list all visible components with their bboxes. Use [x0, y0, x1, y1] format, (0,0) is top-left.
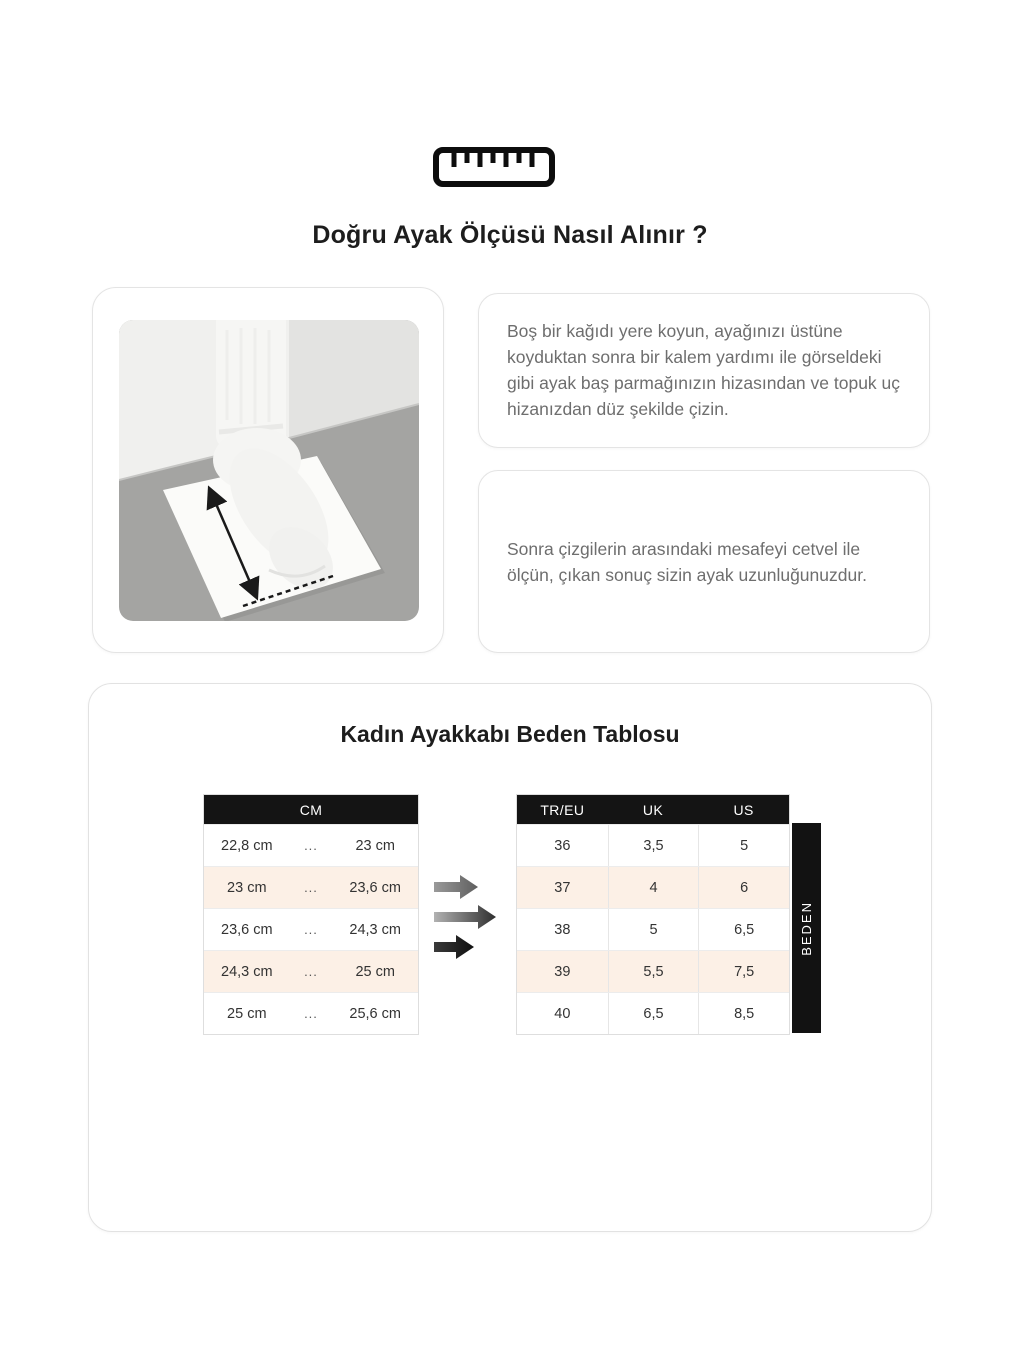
cm-table [203, 794, 419, 1035]
instruction-box-1 [478, 293, 930, 448]
cm-max: 25 cm [355, 963, 395, 980]
cm-separator: ... [304, 964, 318, 979]
cm-min: 25 cm [227, 1005, 267, 1022]
us-size: 6 [698, 867, 789, 908]
ruler-icon [432, 146, 556, 188]
cm-min: 23 cm [227, 879, 267, 896]
us-size: 6,5 [698, 909, 789, 950]
beden-label: BEDEN [799, 900, 814, 956]
cm-separator: ... [304, 838, 318, 853]
instruction-text-1: Boş bir kağıdı yere koyun, ayağınızı üstüne koyduktan sonra bir kalem yardımı ile görseldeki gibi ayak baş parmağınızın hizasından ve topuk uç hizanızdan düz şekilde çizin. [507, 321, 901, 419]
table-row [204, 824, 418, 866]
cm-separator: ... [304, 880, 318, 895]
conversion-table-header [517, 795, 789, 824]
uk-size: 4 [608, 867, 699, 908]
table-row [517, 950, 789, 992]
table-row [204, 866, 418, 908]
cm-max: 23,6 cm [349, 879, 401, 896]
conversion-arrows-icon [434, 871, 506, 963]
beden-vertical-bar [792, 823, 821, 1033]
header-tr-eu: TR/EU [540, 801, 585, 818]
cm-min: 23,6 cm [221, 921, 273, 938]
measurement-photo-card [92, 287, 444, 653]
tr-eu-size: 37 [554, 879, 571, 896]
cm-max: 23 cm [355, 837, 395, 854]
uk-size: 3,5 [608, 825, 699, 866]
header-us: US [733, 801, 754, 818]
instruction-box-2 [478, 470, 930, 653]
foot-measurement-photo [119, 320, 419, 621]
table-row [517, 992, 789, 1034]
tr-eu-size: 36 [554, 837, 571, 854]
size-table-title: Kadın Ayakkabı Beden Tablosu [340, 721, 680, 747]
table-row [517, 824, 789, 866]
cm-separator: ... [304, 1006, 318, 1021]
tr-eu-size: 40 [554, 1005, 571, 1022]
cm-min: 24,3 cm [221, 963, 273, 980]
cm-separator: ... [304, 922, 318, 937]
size-table-card [88, 683, 932, 1232]
table-row [517, 866, 789, 908]
us-size: 5 [698, 825, 789, 866]
uk-size: 5,5 [608, 951, 699, 992]
us-size: 8,5 [698, 993, 789, 1034]
cm-max: 25,6 cm [349, 1005, 401, 1022]
table-row [204, 992, 418, 1034]
us-size: 7,5 [698, 951, 789, 992]
cm-max: 24,3 cm [349, 921, 401, 938]
page-title: Doğru Ayak Ölçüsü Nasıl Alınır ? [312, 221, 708, 249]
uk-size: 6,5 [608, 993, 699, 1034]
header-uk: UK [642, 801, 664, 818]
table-row [204, 950, 418, 992]
table-row [517, 908, 789, 950]
cm-min: 22,8 cm [221, 837, 273, 854]
table-row [204, 908, 418, 950]
instruction-text-2: Sonra çizgilerin arasındaki mesafeyi cetvel ile ölçün, çıkan sonuç sizin ayak uzunluğunuzdur. [507, 538, 867, 585]
conversion-table [516, 794, 790, 1035]
uk-size: 5 [608, 909, 699, 950]
cm-table-header: CM [204, 795, 418, 824]
tr-eu-size: 39 [554, 963, 571, 980]
tr-eu-size: 38 [554, 921, 571, 938]
